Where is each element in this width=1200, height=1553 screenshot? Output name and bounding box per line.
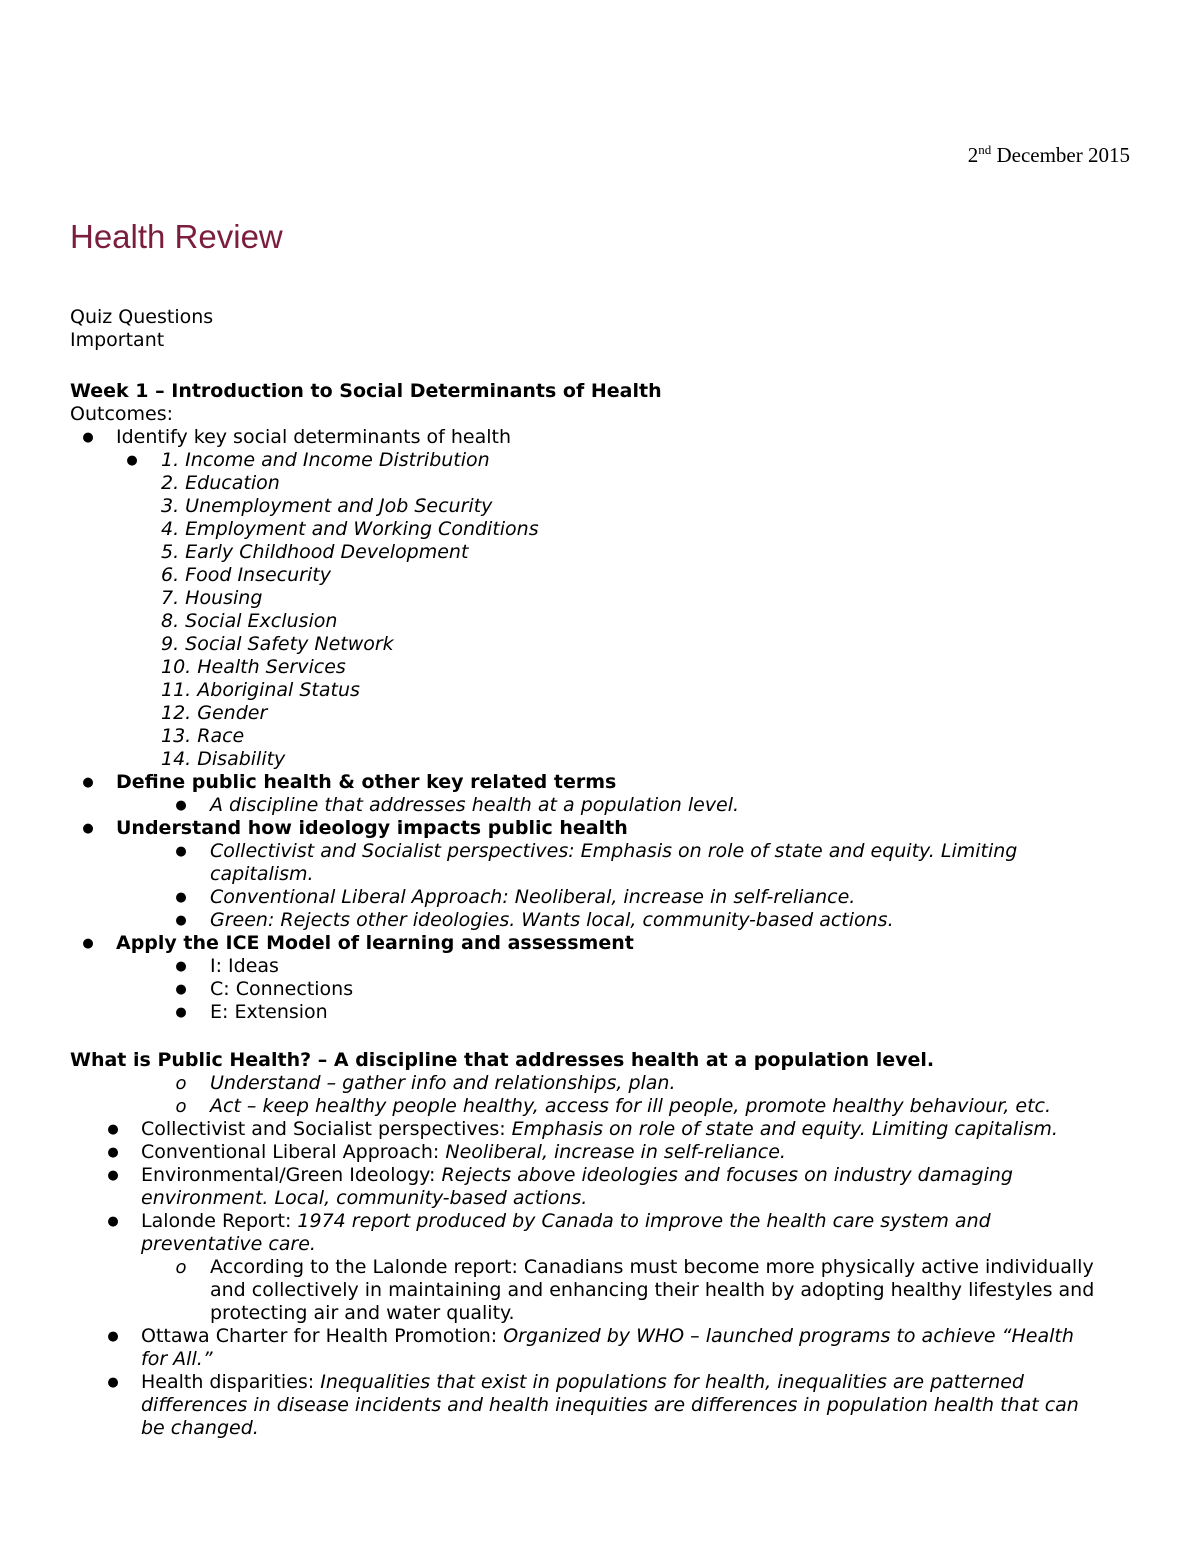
bullet-icon: ● [107, 1168, 119, 1183]
list-item: ● C: Connections [70, 978, 1140, 1001]
bullet-icon: ● [107, 1122, 119, 1137]
list-item: ● Conventional Liberal Approach: Neoliberal, increase in self-reliance. [70, 1141, 1140, 1164]
legend-quiz-questions: Quiz Questions [70, 306, 214, 328]
outcomes-label: Outcomes: [70, 403, 174, 425]
legend-important: Important [70, 329, 165, 351]
bullet-icon: ● [126, 453, 138, 468]
circle-bullet-icon: o [175, 1257, 187, 1278]
list-item: 4. Employment and Working Conditions [161, 518, 539, 540]
document-date: 2nd December 2015 [967, 142, 1130, 167]
bullet-icon: ● [82, 430, 94, 445]
list-item: ● Define public health & other key related terms [70, 771, 1140, 794]
list-item: o Understand – gather info and relationships, plan. [70, 1072, 1140, 1095]
list-item: ● 1. Income and Income Distribution [70, 449, 1140, 472]
bullet-icon: ● [175, 982, 187, 997]
list-item: 12. Gender [161, 702, 268, 724]
list-item: ● Green: Rejects other ideologies. Wants local, community-based actions. [70, 909, 1140, 932]
list-item: ● Collectivist and Socialist perspectives: Emphasis on role of state and equity. Limiting [70, 840, 1140, 863]
week1-heading: Week 1 – Introduction to Social Determinants of Health [70, 380, 662, 402]
list-item: capitalism. [210, 863, 314, 885]
list-item-continuation: and collectively in maintaining and enhancing their health by adopting healthy lifestyles and [210, 1279, 1095, 1301]
list-item: ● I: Ideas [70, 955, 1140, 978]
list-item: ● A discipline that addresses health at a population level. [70, 794, 1140, 817]
list-item: ● Collectivist and Socialist perspectives: Emphasis on role of state and equity. Limiting capitalism. [70, 1118, 1140, 1141]
list-item: 9. Social Safety Network [161, 633, 394, 655]
public-health-heading: What is Public Health? – A discipline that addresses health at a population level. [70, 1049, 935, 1071]
bullet-icon: ● [175, 890, 187, 905]
bullet-icon: ● [82, 936, 94, 951]
bullet-icon: ● [82, 821, 94, 836]
list-item: 2. Education [161, 472, 280, 494]
bullet-icon: ● [107, 1375, 119, 1390]
list-item: ● Environmental/Green Ideology: Rejects above ideologies and focuses on industry damaging [70, 1164, 1140, 1187]
list-item-continuation: be changed. [141, 1417, 259, 1439]
list-item: 11. Aboriginal Status [161, 679, 360, 701]
circle-bullet-icon: o [175, 1073, 187, 1094]
list-item: ● Apply the ICE Model of learning and assessment [70, 932, 1140, 955]
bullet-icon: ● [175, 959, 187, 974]
bullet-icon: ● [82, 775, 94, 790]
list-item: 7. Housing [161, 587, 263, 609]
list-item: ● Identify key social determinants of health [70, 426, 1140, 449]
list-item: 14. Disability [161, 748, 286, 770]
bullet-icon: ● [175, 798, 187, 813]
bullet-icon: ● [175, 913, 187, 928]
list-item-continuation: differences in disease incidents and health inequities are differences in population health that can [141, 1394, 1079, 1416]
document-title: Health Review [70, 218, 283, 255]
list-item: ● Ottawa Charter for Health Promotion: Organized by WHO – launched programs to achieve “Health [70, 1325, 1140, 1348]
list-item: ● Understand how ideology impacts public health [70, 817, 1140, 840]
list-item: o According to the Lalonde report: Canadians must become more physically active individually [70, 1256, 1140, 1279]
list-item-continuation: preventative care. [141, 1233, 316, 1255]
list-item: 3. Unemployment and Job Security [161, 495, 493, 517]
list-item: 8. Social Exclusion [161, 610, 338, 632]
week1-section [70, 380, 1140, 1024]
list-item-continuation: protecting air and water quality. [210, 1302, 515, 1324]
list-item: 6. Food Insecurity [161, 564, 331, 586]
list-item: ● Conventional Liberal Approach: Neoliberal, increase in self-reliance. [70, 886, 1140, 909]
bullet-icon: ● [107, 1329, 119, 1344]
list-item: ● Lalonde Report: 1974 report produced by Canada to improve the health care system and [70, 1210, 1140, 1233]
legend [70, 306, 1140, 352]
list-item: 13. Race [161, 725, 245, 747]
determinants-list [70, 449, 1140, 771]
bullet-icon: ● [107, 1214, 119, 1229]
list-item-continuation: for All.” [141, 1348, 213, 1370]
list-item: ● Health disparities: Inequalities that exist in populations for health, inequalities are patterned [70, 1371, 1140, 1394]
list-item-continuation: environment. Local, community-based actions. [141, 1187, 588, 1209]
list-item: o Act – keep healthy people healthy, access for ill people, promote healthy behaviour, etc. [70, 1095, 1140, 1118]
list-item: 10. Health Services [161, 656, 346, 678]
bullet-icon: ● [175, 1005, 187, 1020]
list-item: ● E: Extension [70, 1001, 1140, 1024]
bullet-icon: ● [175, 844, 187, 859]
list-item: 5. Early Childhood Development [161, 541, 469, 563]
public-health-section [70, 1049, 1140, 1440]
bullet-icon: ● [107, 1145, 119, 1160]
circle-bullet-icon: o [175, 1096, 187, 1117]
